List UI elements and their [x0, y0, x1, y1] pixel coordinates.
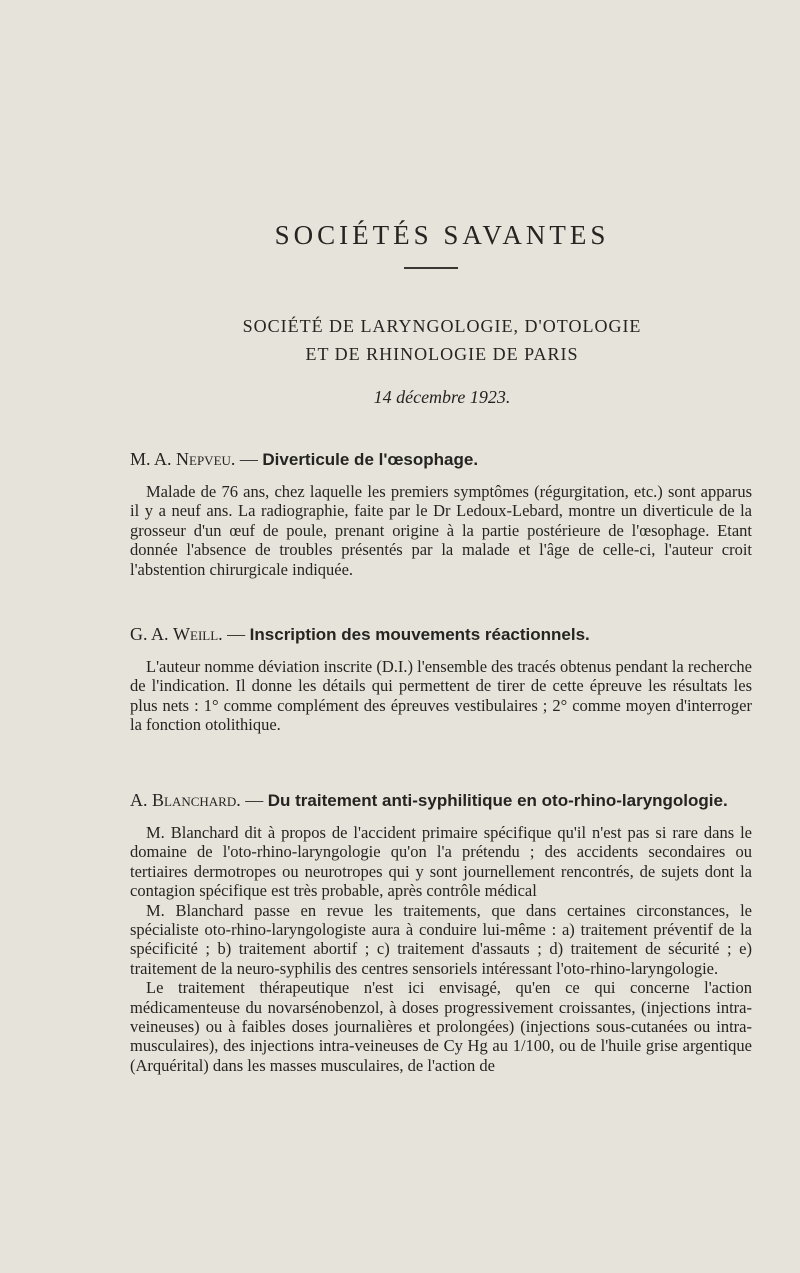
entry-nepveu — [130, 447, 752, 579]
entry-separator: . — — [230, 449, 263, 469]
society-name — [0, 312, 800, 368]
entry-heading — [130, 622, 752, 647]
entry-heading — [130, 788, 752, 813]
entry-author: Nepveu — [176, 449, 231, 469]
entry-blanchard — [130, 788, 752, 1075]
entry-paragraph: M. Blanchard passe en revue les traitements, que dans certaines circonstances, le spécialiste oto-rhino-laryngologiste aura à conduire lui-même : a) traitement préventif de la spécificité ; b) traitement abortif ; c) traitement d'assauts ; d) traitement de sécurité ; e) traitement de la neuro-syphilis des centres sensoriels intéressant l'oto-rhino-laryngologie. — [130, 900, 752, 978]
entry-author-prefix: M. A. — [130, 449, 177, 469]
society-line-2: ET DE RHINOLOGIE DE PARIS — [305, 344, 579, 364]
entry-separator: . — — [236, 790, 268, 810]
entry-paragraph: Le traitement thérapeutique n'est ici envisagé, qu'en ce qui concerne l'action médicamenteuse du novarsénobenzol, à doses progressivement croissantes, (injections intra-veineuses) ou à faibles doses journalières et prolongées) (injections sous-cutanées ou intra-musculaires), des injections intra-veineuses de Cy Hg au 1/100, ou de l'huile grise argentique (Arquérital) dans les masses musculaires, de l'action de — [130, 978, 752, 1075]
entry-author: Blanchard — [152, 790, 237, 810]
entry-weill — [130, 622, 752, 735]
page-title: SOCIÉTÉS SAVANTES — [274, 220, 610, 250]
title-divider — [404, 267, 458, 269]
entry-paragraph: M. Blanchard dit à propos de l'accident primaire spécifique qu'il n'est pas si rare dans le domaine de l'oto-rhino-laryngologie qu'on l'a prétendu ; des accidents secondaires ou tertiaires dermotropes ou neurotropes qui y sont journellement rencontrés, de sujets dont la contagion spécifique est très probable, après contrôle médical — [130, 823, 752, 901]
entry-author: Weill — [173, 624, 219, 644]
entry-separator: . — — [218, 624, 250, 644]
entry-author-prefix: A. — [130, 790, 152, 810]
entry-title: Du traitement anti-syphilitique en oto-rhino-laryngologie. — [267, 791, 728, 810]
entry-paragraph: Malade de 76 ans, chez laquelle les premiers symptômes (régurgitation, etc.) sont apparus il y a neuf ans. La radiographie, faite par le Dr Ledoux-Lebard, montre un diverticule de la grosseur d'un œuf de poule, prenant origine à la partie postérieure de l'œsophage. Etant donnée l'absence de troubles présentés par la malade et l'âge de celle-ci, l'auteur croit l'abstention chirurgicale indiquée. — [130, 482, 752, 579]
session-date: 14 décembre 1923. — [373, 387, 511, 407]
entry-heading — [130, 447, 752, 472]
entry-paragraph: L'auteur nomme déviation inscrite (D.I.) l'ensemble des tracés obtenus pendant la recherche de l'indication. Il donne les détails qui permettent de tirer de cette épreuve les résultats les plus nets : 1° comme complément des épreuves vestibulaires ; 2° comme moyen d'interroger la fonction otolithique. — [130, 657, 752, 735]
society-line-1: SOCIÉTÉ DE LARYNGOLOGIE, D'OTOLOGIE — [242, 316, 642, 336]
entry-title: Diverticule de l'œsophage. — [262, 450, 479, 469]
entry-author-prefix: G. A. — [130, 624, 174, 644]
entry-title: Inscription des mouvements réactionnels. — [249, 625, 590, 644]
